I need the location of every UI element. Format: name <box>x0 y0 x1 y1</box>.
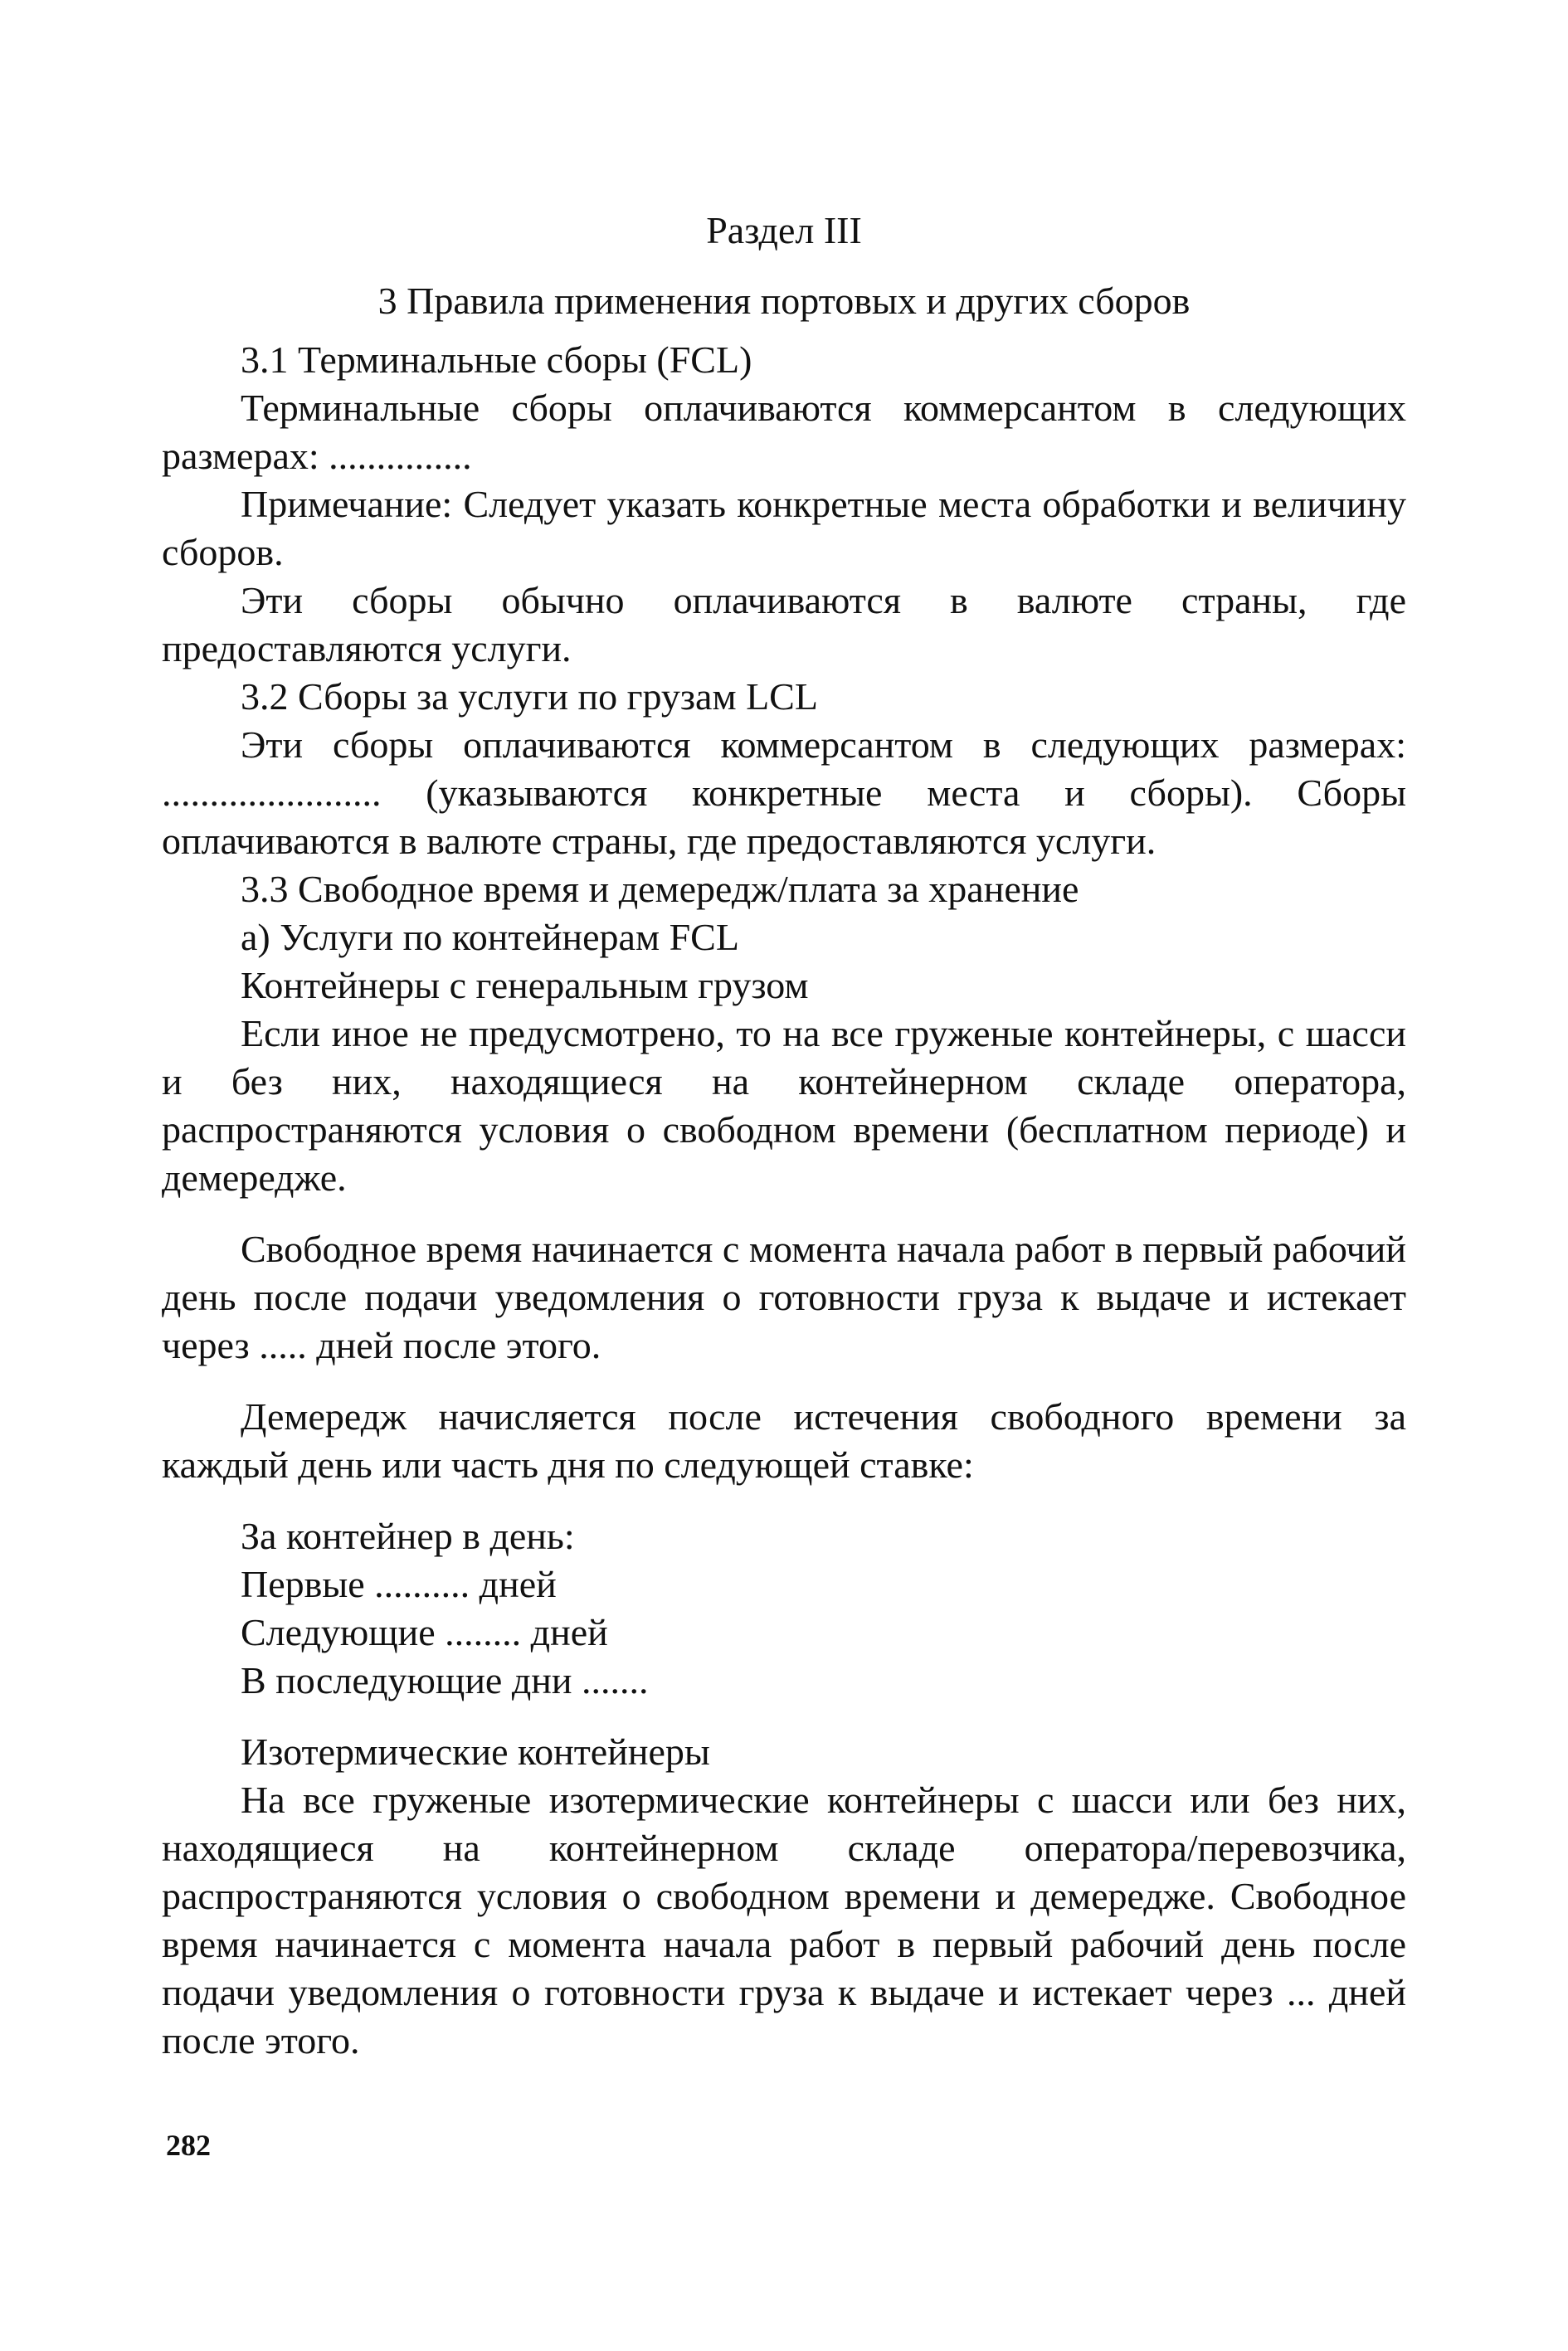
paragraph-note: Примечание: Следует указать конкретные места обработки и величину сборов. <box>162 483 1406 573</box>
paragraph-free-time-start: Свободное время начинается с момента начала работ в первый рабочий день после подачи уведомления о готовности груза к выдаче и истекает через ..... дней после этого. <box>162 1228 1406 1366</box>
paragraph-terminal-fees: Терминальные сборы оплачиваются коммерсантом в следующих размерах: ............... <box>162 387 1406 477</box>
subsection-heading-3-2: 3.2 Сборы за услуги по грузам LCL <box>241 675 818 718</box>
paragraph-reefer-conditions: На все груженые изотермические контейнеры с шасси или без них, находящиеся на контейнерном складе оператора/перевозчика, распространяются условия о свободном времени и демередже. Свободное время начинается с момента начала работ в первый рабочий день после подачи уведомления о готовности груза к выдаче и истекает через ... дней после этого. <box>162 1779 1406 2061</box>
spacer <box>162 1202 1406 1225</box>
chapter-heading: 3 Правила применения портовых и других сборов <box>377 280 1191 322</box>
subheading-general-cargo: Контейнеры с генеральным грузом <box>241 964 809 1006</box>
paragraph-currency: Эти сборы обычно оплачиваются в валюте страны, где предоставляются услуги. <box>162 579 1406 669</box>
paragraph-free-time-conditions: Если иное не предусмотрено, то на все груженые контейнеры, с шасси и без них, находящиеся на контейнерном складе оператора, распространяются условия о свободном времени (бесплатном периоде) и демередже. <box>162 1012 1406 1199</box>
subsection-heading-3-3: 3.3 Свободное время и демередж/плата за хранение <box>241 868 1079 910</box>
rate-heading: За контейнер в день: <box>241 1515 575 1557</box>
rate-next: Следующие ........ дней <box>241 1611 608 1653</box>
subheading-reefer-containers: Изотермические контейнеры <box>241 1730 710 1773</box>
page-number: 282 <box>166 2129 211 2162</box>
rate-first: Первые .......... дней <box>241 1563 557 1605</box>
spacer <box>162 1705 1406 1728</box>
paragraph-lcl-fees: Эти сборы оплачиваются коммерсантом в следующих размерах: ....................... (указываются конкретные места и сборы). Сборы оплачиваются в валюте страны, где предоставляются услуги. <box>162 723 1406 862</box>
section-heading: Раздел III <box>706 209 862 251</box>
item-fcl-services: а) Услуги по контейнерам FCL <box>241 916 739 958</box>
document-body <box>162 336 1406 2065</box>
spacer <box>162 1489 1406 1512</box>
paragraph-demurrage: Демередж начисляется после истечения свободного времени за каждый день или часть дня по следующей ставке: <box>162 1395 1406 1486</box>
rate-subsequent: В последующие дни ....... <box>241 1659 649 1701</box>
spacer <box>162 1370 1406 1393</box>
subsection-heading-3-1: 3.1 Терминальные сборы (FCL) <box>241 338 752 381</box>
